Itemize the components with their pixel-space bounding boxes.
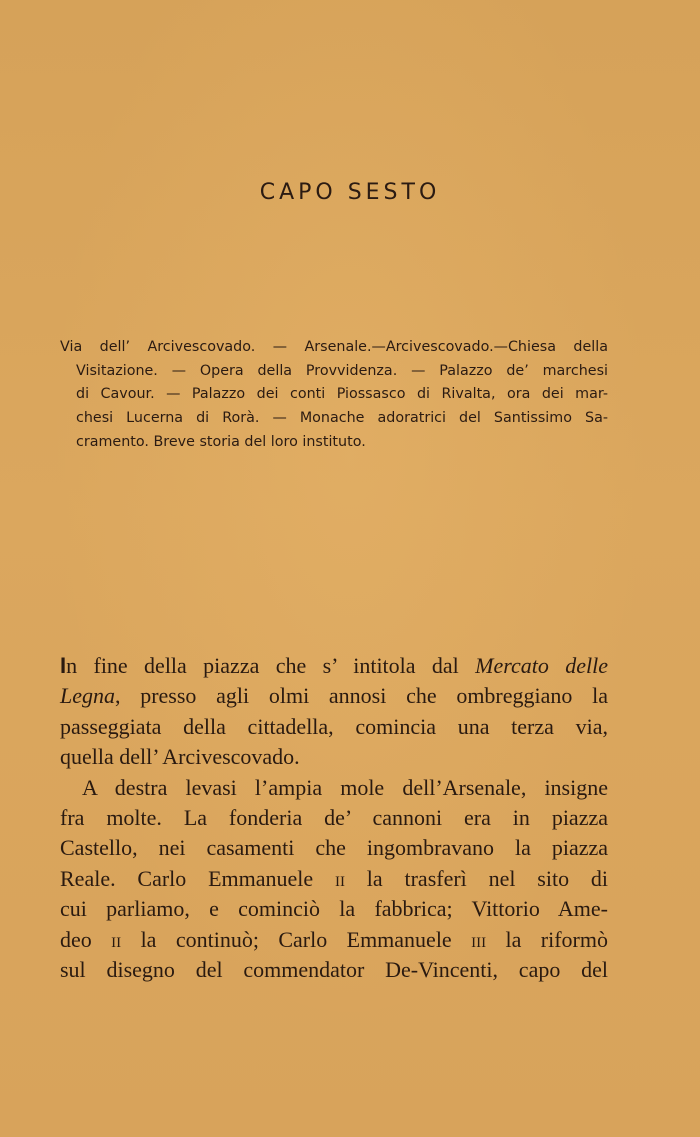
italic-text: Legna: [60, 683, 115, 709]
text-run: la riformò: [486, 926, 608, 952]
paragraph-line: sul disegno del commendator De-Vincenti, capo del: [60, 957, 608, 983]
paragraph-line: [60, 925, 608, 955]
summary-line: di Cavour. — Palazzo dei conti Piossasco di Rivalta, ora dei mar-: [76, 386, 608, 403]
paragraph-line: passeggiata della cittadella, comincia una terza via,: [60, 713, 608, 739]
text-run: la trasferì nel sito di: [344, 865, 609, 891]
chapter-title: CAPO SESTO: [259, 180, 441, 205]
body-text: [60, 651, 608, 985]
roman-numeral: iii: [471, 926, 487, 952]
summary-line: cramento. Breve storia del loro instituto.: [76, 433, 366, 450]
roman-numeral: ii: [334, 865, 345, 891]
roman-numeral: ii: [111, 926, 122, 952]
paragraph-line: cui parliamo, e cominciò la fabbrica; Vittorio Ame-: [60, 896, 608, 922]
summary-line: chesi Lucerna di Rorà. — Monache adoratrici del Santissimo Sa-: [76, 410, 608, 427]
paragraph-line: [60, 651, 608, 681]
paragraph-line: quella dell’ Arcivescovado.: [60, 744, 300, 770]
paragraph-line: fra molte. La fonderia de’ cannoni era in piazza: [60, 805, 608, 831]
italic-text: Mercato delle: [475, 653, 609, 678]
text-run: deo: [60, 926, 112, 952]
paragraph-line: A destra levasi l’ampia mole dell’Arsenale, insigne: [82, 774, 608, 800]
paragraph-line: Castello, nei casamenti che ingombravano la piazza: [60, 835, 608, 861]
text-run: la continuò; Carlo Emmanuele: [121, 926, 472, 952]
text-run: Reale. Carlo Emmanuele: [60, 865, 335, 891]
paragraph-line: [60, 864, 608, 894]
chapter-summary: [60, 336, 616, 455]
text-run: n fine della piazza che s’ intitola dal: [66, 653, 476, 678]
summary-line: Via dell’ Arcivescovado. — Arsenale.—Arcivescovado.—Chiesa della: [60, 339, 608, 355]
summary-line: Visitazione. — Opera della Provvidenza. — Palazzo de’ marchesi: [76, 362, 608, 379]
paragraph-line: [60, 681, 608, 711]
text-run: , presso agli olmi annosi che ombreggiano la: [115, 683, 608, 709]
drop-cap: I: [60, 653, 67, 678]
